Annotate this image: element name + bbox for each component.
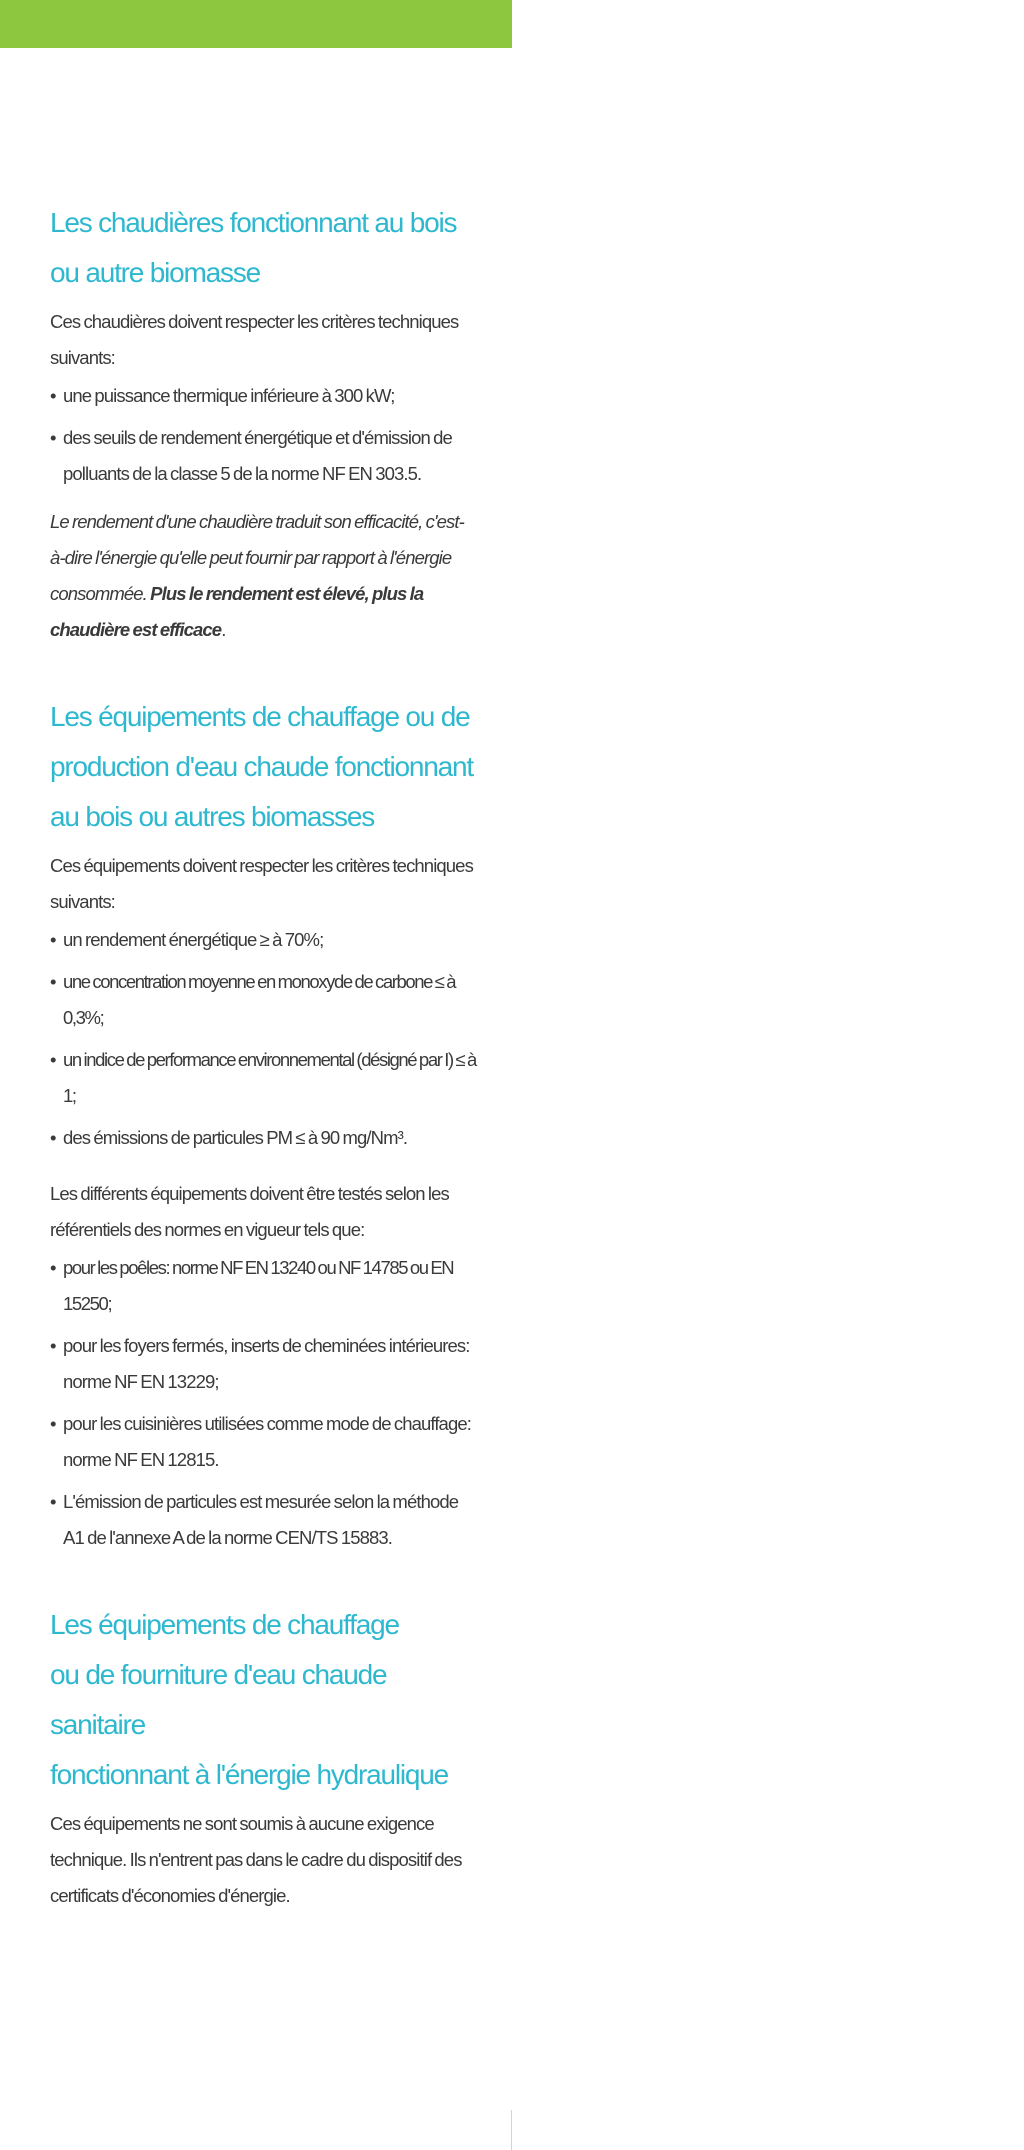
section-hydraulic-equipment	[50, 1600, 476, 1914]
efficiency-note	[50, 504, 476, 648]
heading-line: au bois ou autres biomasses	[50, 801, 375, 832]
list-item: • un indice de performance environnemental (désigné par I) ≤ à 1;	[50, 1042, 476, 1114]
list-item: • pour les poêles: norme NF EN 13240 ou NF 14785 ou EN 15250;	[50, 1250, 476, 1322]
list-item: • une concentration moyenne en monoxyde de carbone ≤ à 0,3%;	[50, 964, 476, 1036]
list-item: • une puissance thermique inférieure à 300 kW;	[50, 378, 476, 414]
heading-line: production d'eau chaude fonctionnant	[50, 751, 473, 782]
note-italic-text: Le rendement d'une chaudière traduit son efficacité, c'est-à-dire l'énergie qu'elle peut fournir par rapport à l'énergie consommée.	[50, 511, 464, 604]
section-wood-boilers	[50, 198, 476, 648]
tests-intro: Les différents équipements doivent être testés selon les référentiels des normes en vigueur tels que:	[50, 1183, 449, 1240]
section-intro: Ces équipements doivent respecter les critères techniques suivants:	[50, 855, 473, 912]
page-fold-line	[511, 2110, 512, 2150]
section-body: Ces équipements ne sont soumis à aucune exigence technique. Ils n'entrent pas dans le cadre du dispositif des certificats d'économies d'énergie.	[50, 1813, 462, 1906]
section-wood-heating-equipment	[50, 692, 476, 1556]
section-heading	[50, 1600, 476, 1800]
list-item: • pour les cuisinières utilisées comme mode de chauffage: norme NF EN 12815.	[50, 1406, 476, 1478]
list-item: • des émissions de particules PM ≤ à 90 mg/Nm³.	[50, 1120, 476, 1156]
standards-list	[50, 1250, 476, 1556]
header-accent-bar	[0, 0, 512, 48]
content-column	[50, 198, 476, 1916]
section-intro: Ces chaudières doivent respecter les critères techniques suivants:	[50, 311, 459, 368]
list-item: • un rendement énergétique ≥ à 70%;	[50, 922, 476, 958]
note-end: .	[221, 619, 226, 640]
list-item: • des seuils de rendement énergétique et d'émission de polluants de la classe 5 de la norme NF EN 303.5.	[50, 420, 476, 492]
criteria-list	[50, 378, 476, 492]
note-bold-text: Plus le rendement est élevé, plus la chaudière est efficace	[50, 583, 424, 640]
criteria-list	[50, 922, 476, 1156]
section-heading	[50, 692, 476, 842]
heading-line: ou autre biomasse	[50, 257, 260, 288]
heading-line: ou de fourniture d'eau chaude sanitaire	[50, 1659, 387, 1740]
heading-line: fonctionnant à l'énergie hydraulique	[50, 1759, 449, 1790]
list-item: • pour les foyers fermés, inserts de cheminées intérieures: norme NF EN 13229;	[50, 1328, 476, 1400]
heading-line: Les équipements de chauffage	[50, 1609, 399, 1640]
heading-line: Les équipements de chauffage ou de	[50, 701, 470, 732]
heading-line: Les chaudières fonctionnant au bois	[50, 207, 457, 238]
list-item: • L'émission de particules est mesurée selon la méthode A1 de l'annexe A de la norme CEN/TS 15883.	[50, 1484, 476, 1556]
section-heading	[50, 198, 476, 298]
